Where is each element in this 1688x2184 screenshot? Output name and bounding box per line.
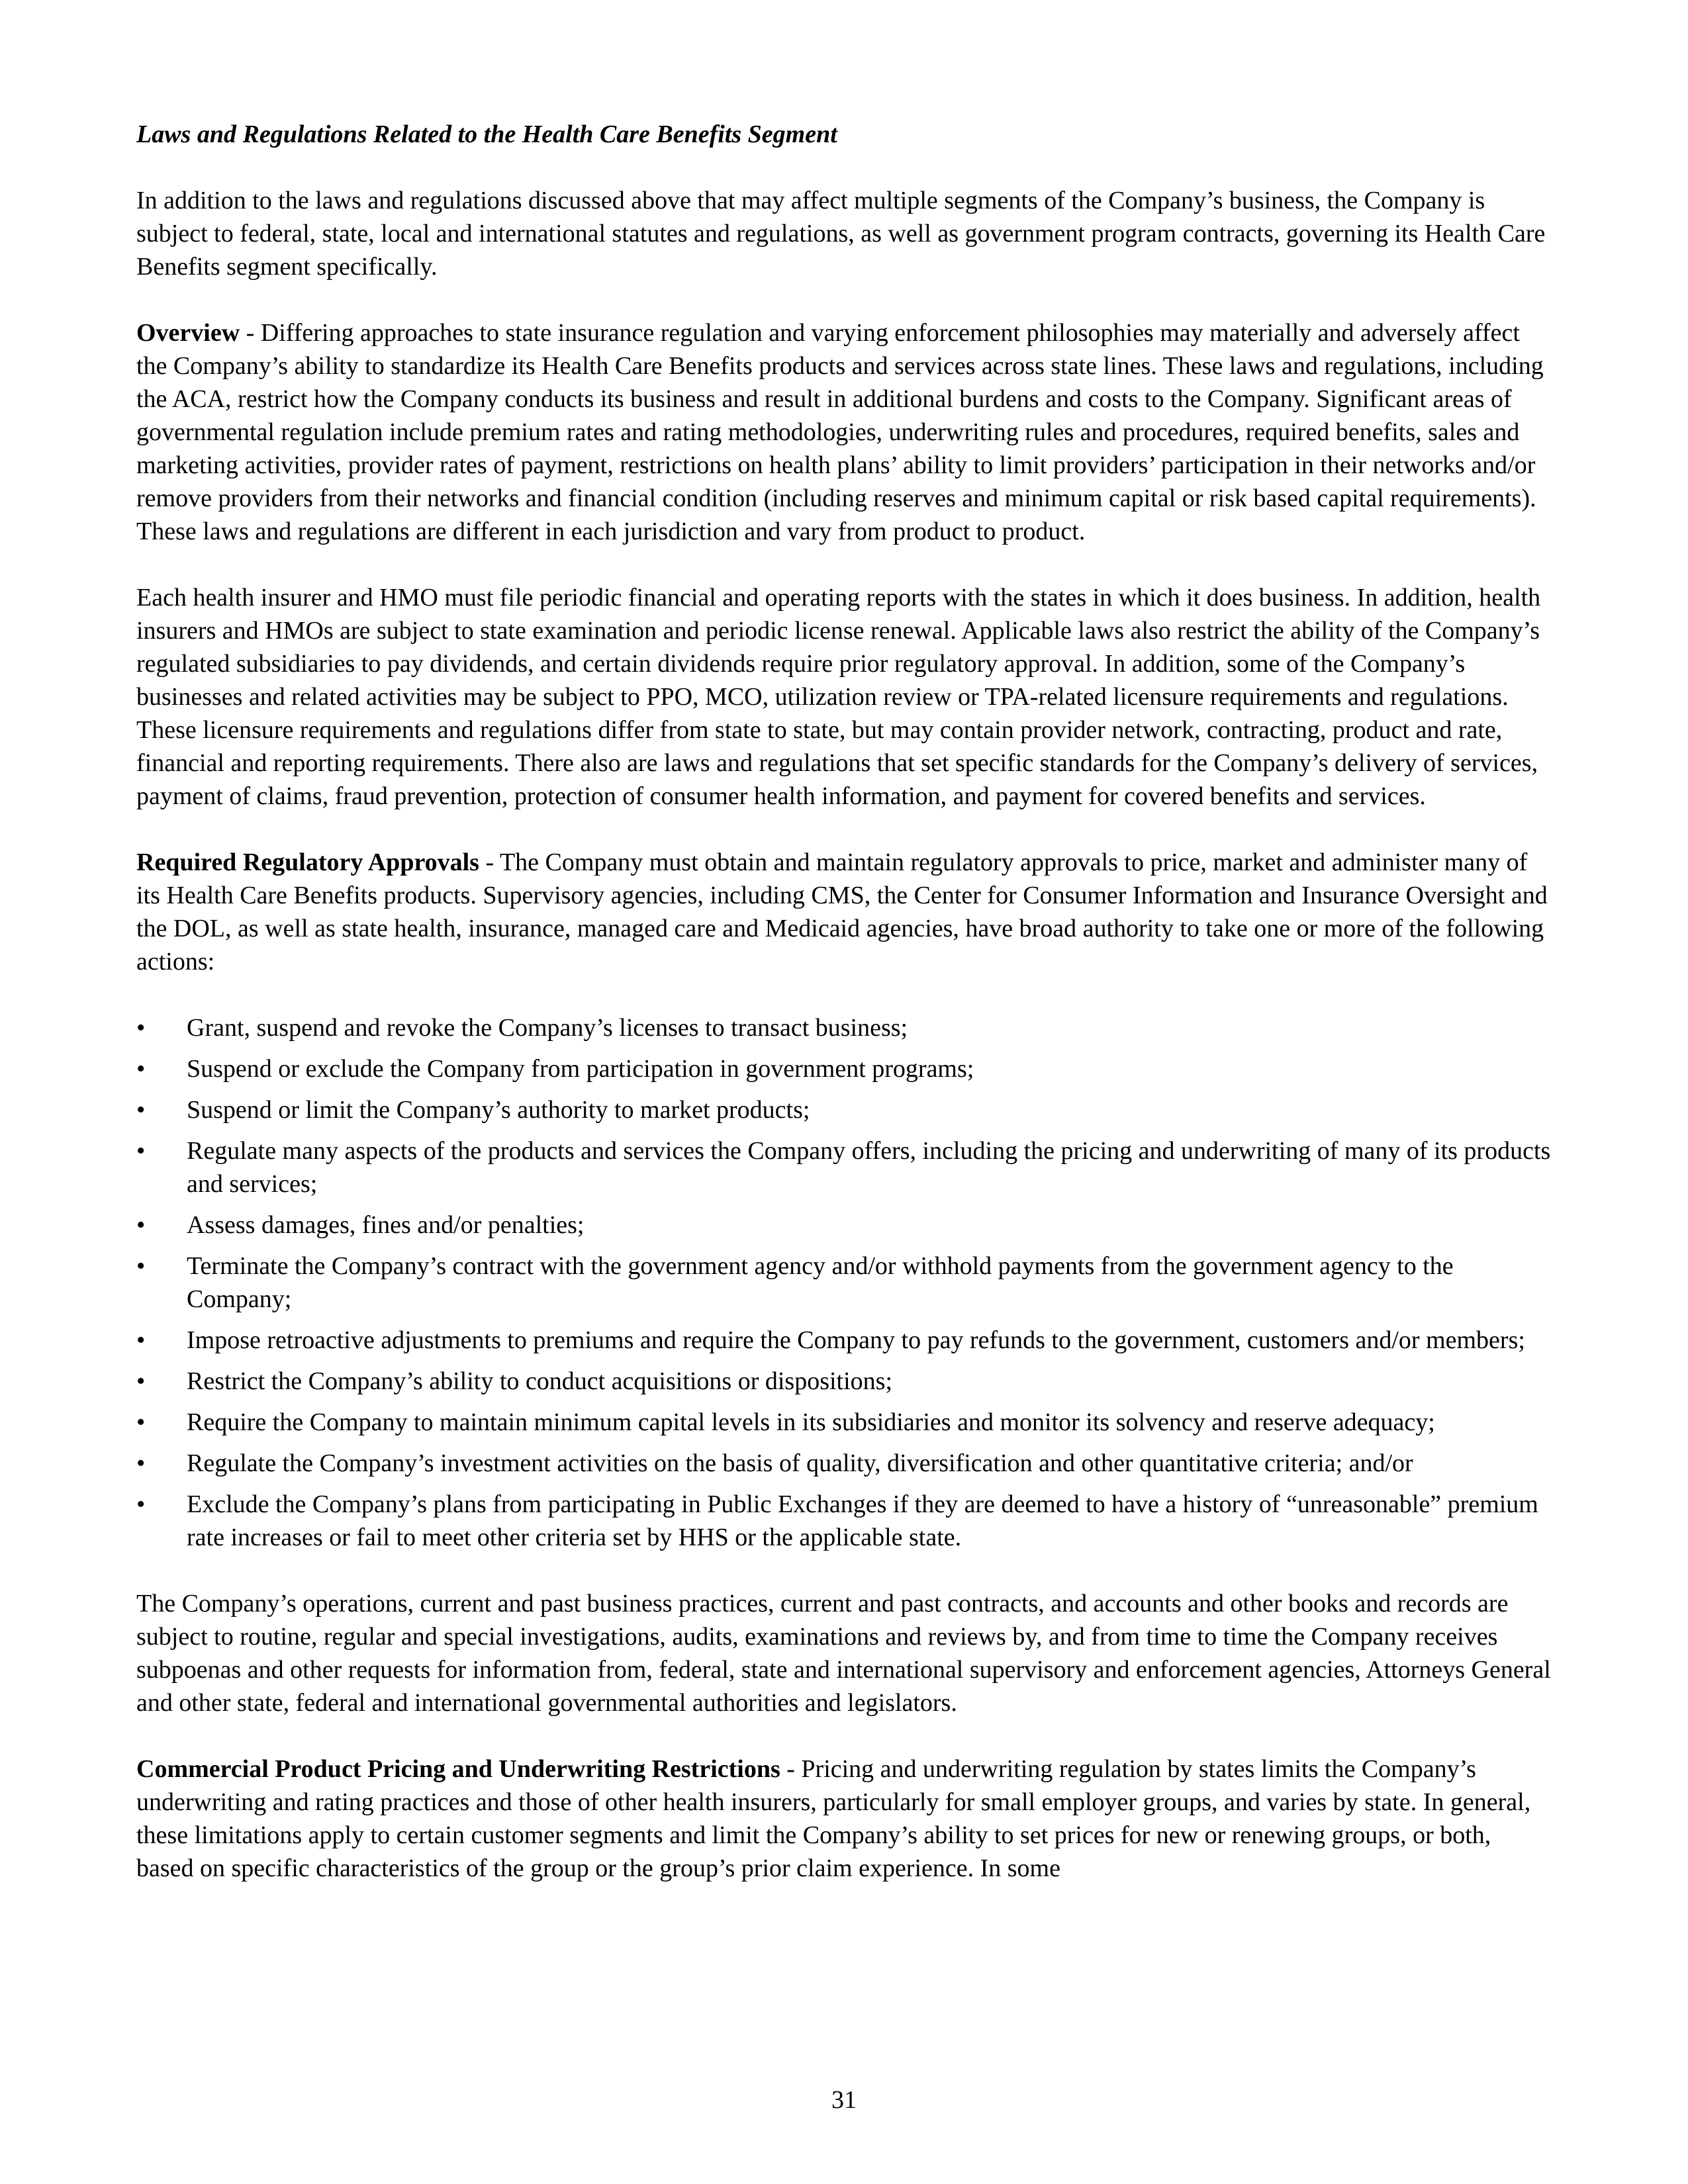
list-item xyxy=(136,1134,1553,1201)
list-item xyxy=(136,1324,1553,1357)
bullet-icon: • xyxy=(136,1096,146,1124)
overview-text: - Differing approaches to state insurance regulation and varying enforcement philosophies may materially and adversely affect the Company’s ability to standardize its Health Care Benefits products and services across state lines. These laws and regulations, including the ACA, restrict how the Company conducts its business and result in additional burdens and costs to the Company. Significant areas of governmental regulation include premium rates and rating methodologies, underwriting rules and procedures, required benefits, sales and marketing activities, provider rates of payment, restrictions on health plans’ ability to limit providers’ participation in their networks and/or remove providers from their networks and financial condition (including reserves and minimum capital or risk based capital requirements). These laws and regulations are different in each jurisdiction and vary from product to product. xyxy=(136,319,1544,545)
approvals-paragraph xyxy=(136,846,1553,978)
list-item-text: Require the Company to maintain minimum capital levels in its subsidiaries and monitor its solvency and reserve adequacy; xyxy=(187,1408,1435,1436)
overview-lead: Overview xyxy=(136,319,240,347)
bullet-icon: • xyxy=(136,1055,146,1083)
hmo-paragraph: Each health insurer and HMO must file periodic financial and operating reports with the states in which it does business. In addition, health insurers and HMOs are subject to state examination and periodic license renewal. Applicable laws also restrict the ability of the Company’s regulated subsidiaries to pay dividends, and certain dividends require prior regulatory approval. In addition, some of the Company’s businesses and related activities may be subject to PPO, MCO, utilization review or TPA-related licensure requirements and regulations. These licensure requirements and regulations differ from state to state, but may contain provider network, contracting, product and rate, financial and reporting requirements. There also are laws and regulations that set specific standards for the Company’s delivery of services, payment of claims, fraud prevention, protection of consumer health information, and payment for covered benefits and services. xyxy=(136,584,1541,810)
bullet-icon: • xyxy=(136,1137,146,1165)
list-item-text: Assess damages, fines and/or penalties; xyxy=(187,1211,585,1239)
list-item xyxy=(136,1011,1553,1044)
bullet-icon: • xyxy=(136,1449,146,1477)
bullet-icon: • xyxy=(136,1367,146,1395)
list-item xyxy=(136,1365,1553,1398)
bullet-icon: • xyxy=(136,1408,146,1436)
section-heading: Laws and Regulations Related to the Health Care Benefits Segment xyxy=(136,120,837,148)
list-item xyxy=(136,1093,1553,1126)
list-item-text: Suspend or exclude the Company from participation in government programs; xyxy=(187,1055,974,1083)
list-item-text: Regulate many aspects of the products and services the Company offers, including the pricing and underwriting of many of its products and services; xyxy=(187,1137,1551,1198)
list-item xyxy=(136,1250,1553,1316)
list-item-text: Grant, suspend and revoke the Company’s licenses to transact business; xyxy=(187,1014,908,1042)
list-item xyxy=(136,1208,1553,1242)
bullet-icon: • xyxy=(136,1211,146,1239)
bullet-icon: • xyxy=(136,1252,146,1280)
operations-paragraph: The Company’s operations, current and past business practices, current and past contracts, and accounts and other books and records are subject to routine, regular and special investigations, audits, examinations and reviews by, and from time to time the Company receives subpoenas and other requests for information from, federal, state and international supervisory and enforcement agencies, Attorneys General and other state, federal and international governmental authorities and legislators. xyxy=(136,1590,1551,1717)
document-page xyxy=(136,118,1553,1918)
list-item-text: Suspend or limit the Company’s authority to market products; xyxy=(187,1096,810,1124)
list-item-text: Exclude the Company’s plans from participating in Public Exchanges if they are deemed to have a history of “unreasonable” premium rate increases or fail to meet other criteria set by HHS or the applicable state. xyxy=(187,1490,1538,1551)
list-item xyxy=(136,1488,1553,1554)
pricing-lead: Commercial Product Pricing and Underwriting Restrictions xyxy=(136,1755,780,1783)
bullet-icon: • xyxy=(136,1014,146,1042)
list-item xyxy=(136,1447,1553,1480)
overview-paragraph xyxy=(136,316,1553,548)
bullet-icon: • xyxy=(136,1326,146,1354)
list-item-text: Regulate the Company’s investment activities on the basis of quality, diversification and other quantitative criteria; and/or xyxy=(187,1449,1413,1477)
approvals-text: - The Company must obtain and maintain regulatory approvals to price, market and administer many of its Health Care Benefits products. Supervisory agencies, including CMS, the Center for Consumer Information and Insurance Oversight and the DOL, as well as state health, insurance, managed care and Medicaid agencies, have broad authority to take one or more of the following actions: xyxy=(136,848,1548,976)
list-item xyxy=(136,1406,1553,1439)
approvals-lead: Required Regulatory Approvals xyxy=(136,848,479,876)
page-number: 31 xyxy=(831,2086,857,2114)
list-item xyxy=(136,1052,1553,1085)
pricing-paragraph xyxy=(136,1752,1553,1885)
pricing-text: - Pricing and underwriting regulation by states limits the Company’s underwriting and rating practices and those of other health insurers, particularly for small employer groups, and varies by state. In general, these limitations apply to certain customer segments and limit the Company’s ability to set prices for new or renewing groups, or both, based on specific characteristics of the group or the group’s prior claim experience. In some xyxy=(136,1755,1531,1882)
regulatory-actions-list xyxy=(136,1011,1553,1554)
list-item-text: Impose retroactive adjustments to premiums and require the Company to pay refunds to the government, customers and/or members; xyxy=(187,1326,1525,1354)
list-item-text: Terminate the Company’s contract with the government agency and/or withhold payments from the government agency to the Company; xyxy=(187,1252,1454,1313)
intro-paragraph: In addition to the laws and regulations discussed above that may affect multiple segments of the Company’s business, the Company is subject to federal, state, local and international statutes and regulations, as well as government program contracts, governing its Health Care Benefits segment specifically. xyxy=(136,187,1546,281)
list-item-text: Restrict the Company’s ability to conduct acquisitions or dispositions; xyxy=(187,1367,893,1395)
bullet-icon: • xyxy=(136,1490,146,1518)
